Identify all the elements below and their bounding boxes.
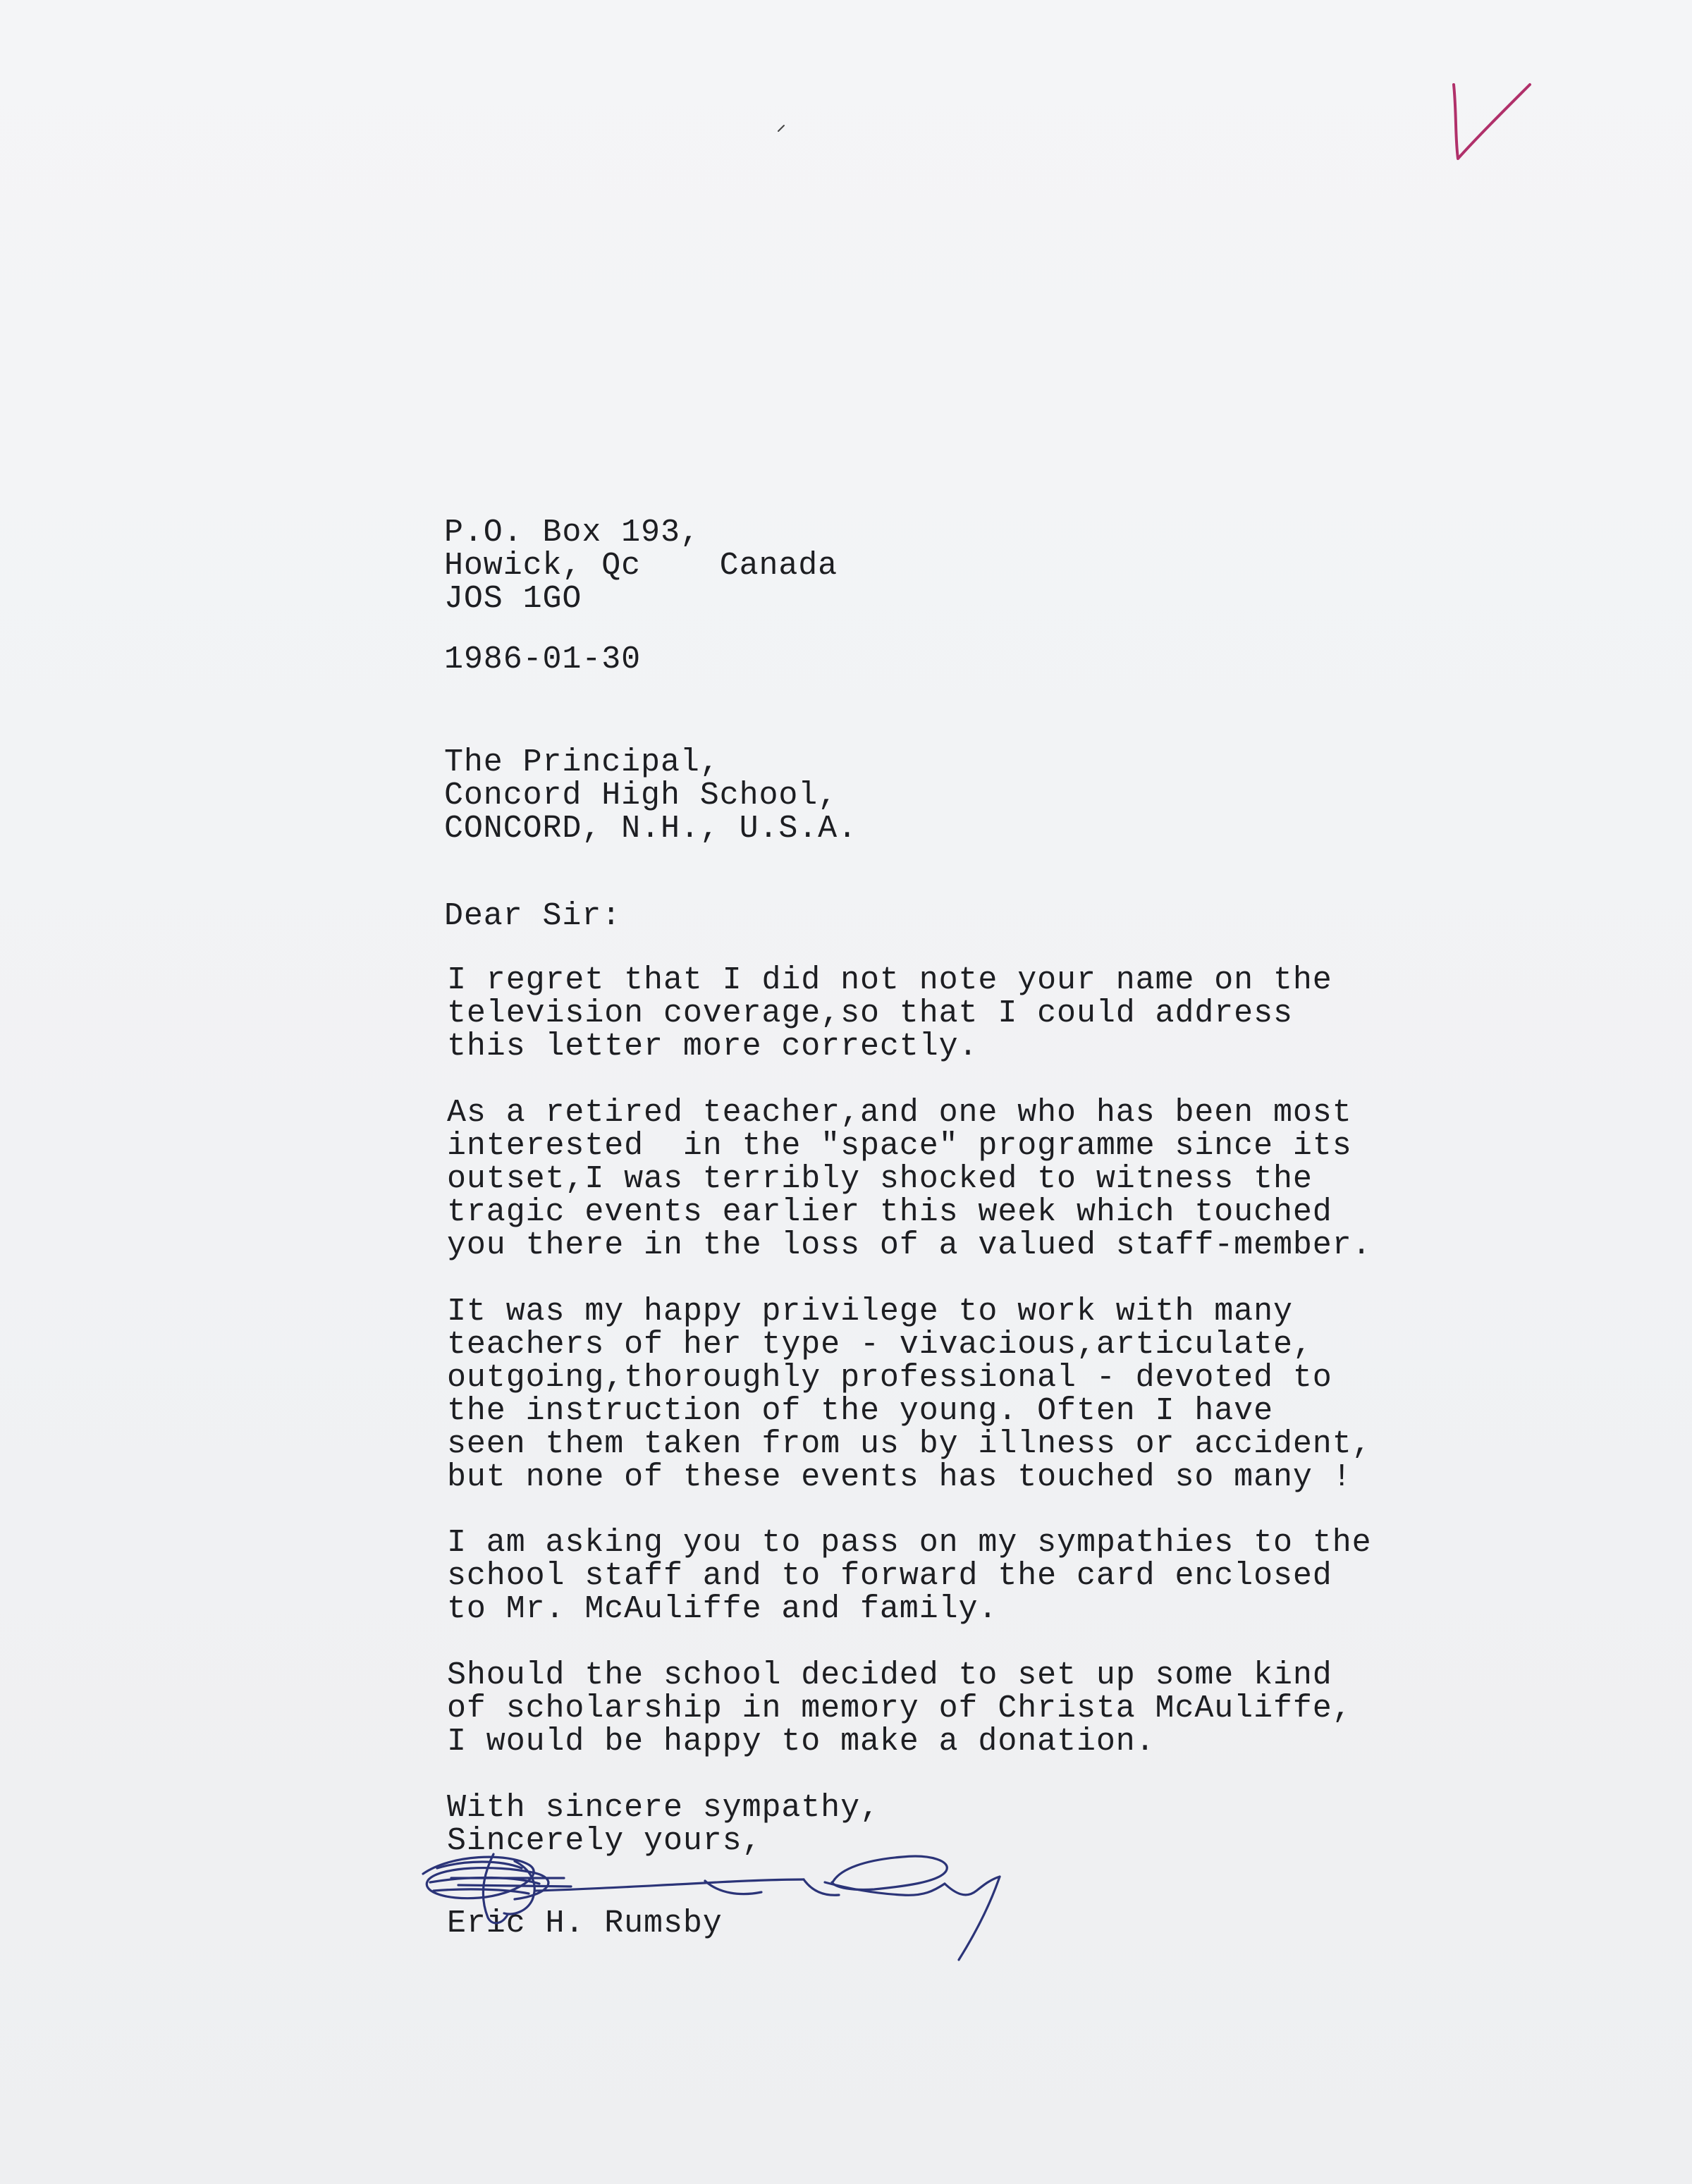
body-line: television coverage,so that I could address <box>447 995 1293 1031</box>
body-line: this letter more correctly. <box>447 1029 979 1065</box>
body-line: tragic events earlier this week which touched <box>447 1194 1332 1230</box>
body-line: I regret that I did not note your name on the <box>447 962 1332 998</box>
body-line: but none of these events has touched so many ! <box>447 1459 1352 1495</box>
sender-address-line: JOS 1GO <box>444 581 582 617</box>
closing-line: With sincere sympathy, <box>447 1790 880 1826</box>
body-line: I would be happy to make a donation. <box>447 1724 1155 1760</box>
recipient-line: Concord High School, <box>444 778 838 814</box>
body-line: school staff and to forward the card enclosed <box>447 1558 1332 1594</box>
sender-address-line: P.O. Box 193, <box>444 515 700 551</box>
body-line: you there in the loss of a valued staff-member. <box>447 1227 1372 1263</box>
body-line: of scholarship in memory of Christa McAuliffe, <box>447 1691 1352 1726</box>
date-text: 1986-01-30 <box>444 642 642 677</box>
body-line: As a retired teacher,and one who has been most <box>447 1095 1352 1131</box>
typed-name-text: Eric H. Rumsby <box>447 1906 723 1941</box>
handwritten-signature <box>409 1823 1029 1988</box>
recipient-line: The Principal, <box>444 744 720 780</box>
sender-address-line: Howick, Qc Canada <box>444 548 838 584</box>
recipient-line: CONCORD, N.H., U.S.A. <box>444 811 857 847</box>
body-line: outset,I was terribly shocked to witness the <box>447 1161 1313 1197</box>
body-line: interested in the "space" programme since its <box>447 1128 1352 1164</box>
salutation-text: Dear Sir: <box>444 898 622 934</box>
body-line: I am asking you to pass on my sympathies to the <box>447 1525 1372 1561</box>
body-line: seen them taken from us by illness or accident, <box>447 1426 1372 1462</box>
closing-line: Sincerely yours, <box>447 1823 762 1859</box>
body-line: to Mr. McAuliffe and family. <box>447 1591 998 1627</box>
check-mark <box>1445 70 1544 169</box>
body-line: the instruction of the young. Often I have <box>447 1393 1273 1429</box>
body-line: Should the school decided to set up some kind <box>447 1657 1332 1693</box>
body-line: outgoing,thoroughly professional - devoted to <box>447 1360 1332 1396</box>
body-line: It was my happy privilege to work with many <box>447 1294 1293 1330</box>
stray-mark <box>776 121 790 135</box>
body-line: teachers of her type - vivacious,articulate, <box>447 1327 1313 1363</box>
